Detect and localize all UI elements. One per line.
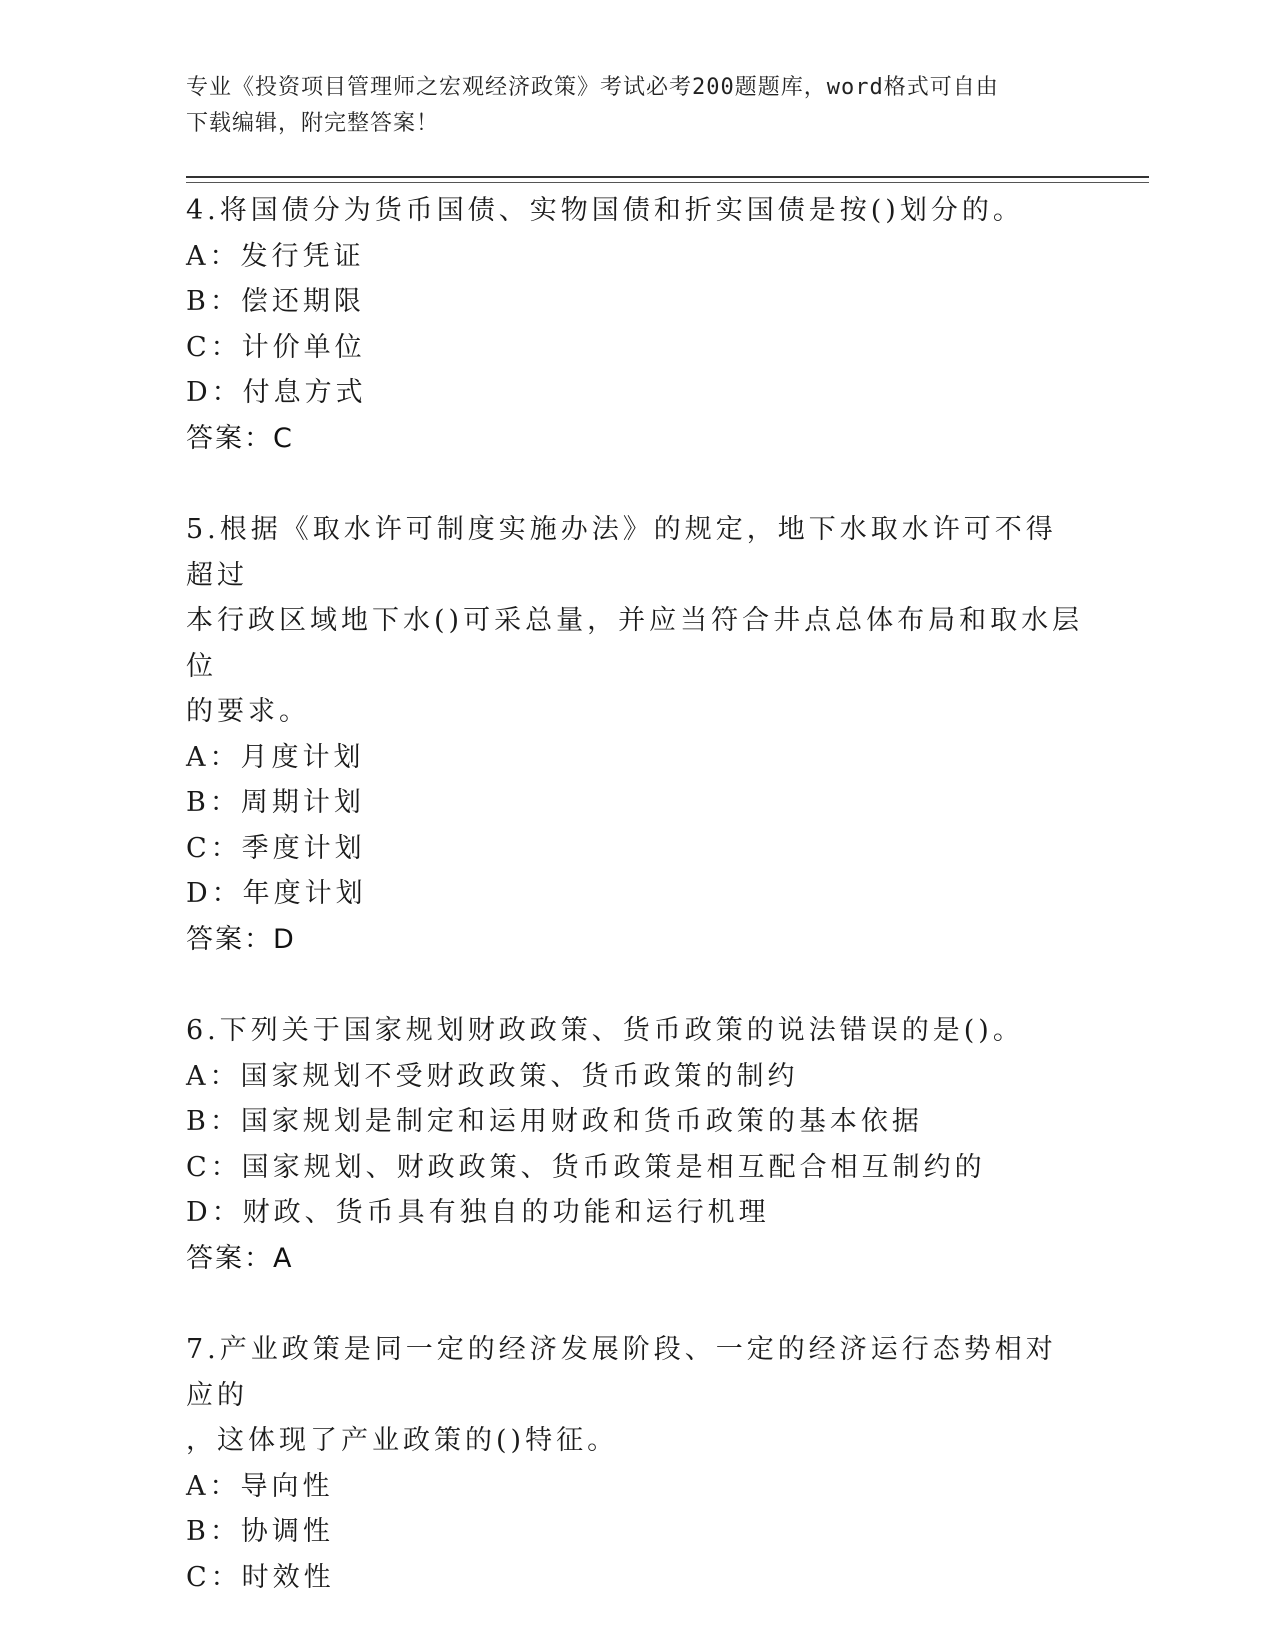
header-divider-thin: [186, 182, 1149, 183]
question-option: C：计价单位: [186, 331, 366, 363]
question-option: A：国家规划不受财政政策、货币政策的制约: [186, 1060, 799, 1092]
question-option: D：财政、货币具有独自的功能和运行机理: [186, 1197, 770, 1228]
document-header: [186, 70, 1066, 142]
question-option: A：导向性: [186, 1470, 334, 1502]
question-answer: 答案：A: [186, 1242, 294, 1274]
header-line-1: 专业《投资项目管理师之宏观经济政策》考试必考200题题库，word格式可自由: [186, 75, 999, 100]
question-stem-line: 本行政区域地下水()可采总量，并应当符合井点总体布局和取水层位: [186, 605, 1084, 682]
question-option: B：协调性: [186, 1516, 334, 1547]
header-line-2: 下载编辑，附完整答案！: [186, 111, 440, 136]
question-stem-line: 7.产业政策是同一定的经济发展阶段、一定的经济运行态势相对应的: [186, 1334, 1057, 1411]
question-option: D：年度计划: [186, 878, 367, 909]
question-stem-line: 的要求。: [186, 696, 310, 727]
question-option: C：时效性: [186, 1561, 335, 1593]
question-stem-line: 5.根据《取水许可制度实施办法》的规定，地下水取水许可不得超过: [186, 514, 1057, 591]
question-list: [186, 188, 1086, 1646]
question-block: [186, 1008, 1086, 1281]
question-answer: 答案：C: [186, 422, 294, 454]
header-divider-thick: [186, 176, 1149, 178]
question-stem-line: 4.将国债分为货币国债、实物国债和折实国债是按()划分的。: [186, 195, 1024, 226]
question-block: [186, 188, 1086, 461]
question-option: B：偿还期限: [186, 286, 365, 317]
question-option: C：国家规划、财政政策、货币政策是相互配合相互制约的: [186, 1151, 986, 1183]
question-option: D：付息方式: [186, 377, 367, 408]
question-option: B：国家规划是制定和运用财政和货币政策的基本依据: [186, 1106, 923, 1137]
question-option: A：月度计划: [186, 741, 365, 773]
question-block: [186, 507, 1086, 962]
question-answer: 答案：D: [186, 923, 296, 955]
question-stem-line: ，这体现了产业政策的()特征。: [186, 1425, 619, 1456]
question-option: C：季度计划: [186, 832, 366, 864]
question-option: A：发行凭证: [186, 240, 365, 272]
question-stem-line: 6.下列关于国家规划财政政策、货币政策的说法错误的是()。: [186, 1015, 1024, 1046]
question-block: [186, 1327, 1086, 1600]
question-option: B：周期计划: [186, 787, 365, 818]
